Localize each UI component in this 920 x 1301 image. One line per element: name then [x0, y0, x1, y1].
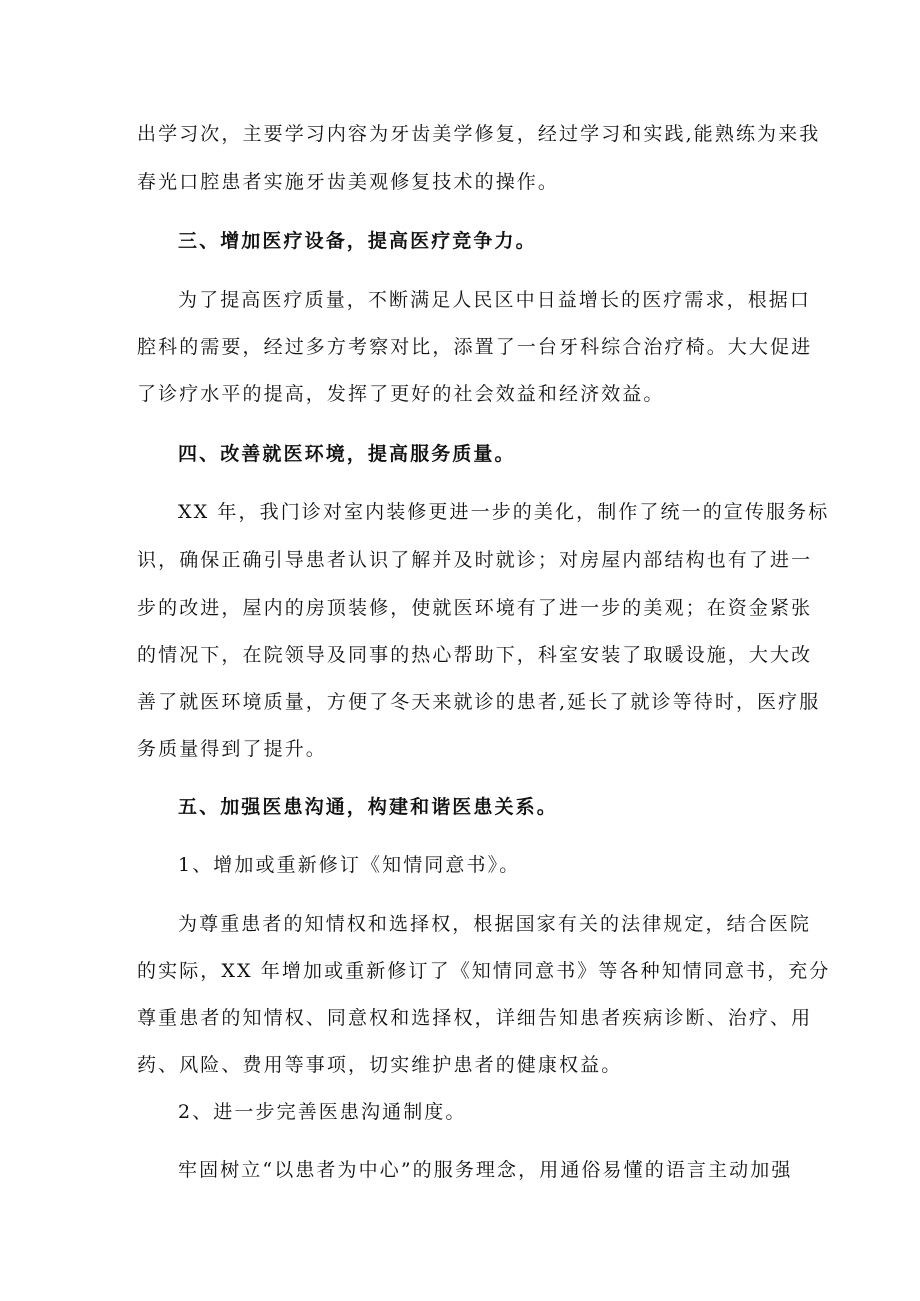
body-text-line: 药、风险、费用等事项，切实维护患者的健康权益。: [137, 1054, 623, 1076]
body-text-line: 识，确保正确引导患者认识了解并及时就诊；对房屋内部结构也有了进一: [137, 549, 813, 571]
section-heading: 四、改善就医环境，提高服务质量。: [178, 443, 516, 465]
body-text-line: 的情况下，在院领导及同事的热心帮助下，科室安装了取暖设施，大大改: [137, 644, 813, 666]
body-text-line: 腔科的需要，经过多方考察对比，添置了一台牙科综合治疗椅。大大促进: [137, 336, 813, 358]
subsection-heading: 1、增加或重新修订《知情同意书》。: [178, 854, 521, 876]
section-heading: 三、增加医疗设备，提高医疗竞争力。: [178, 230, 537, 252]
section-heading: 五、加强医患沟通，构建和谐医患关系。: [178, 796, 558, 818]
subsection-heading: 2、进一步完善医患沟通制度。: [178, 1101, 467, 1123]
body-text-line: 为了提高医疗质量，不断满足人民区中日益增长的医疗需求，根据口: [178, 289, 812, 311]
body-text-line: 春光口腔患者实施牙齿美观修复技术的操作。: [137, 171, 560, 193]
body-text-line: 的实际，XX 年增加或重新修订了《知情同意书》等各种知情同意书，充分: [137, 960, 831, 982]
body-text-line: 务质量得到了提升。: [137, 738, 327, 760]
body-text-line: 尊重患者的知情权、同意权和选择权，详细告知患者疾病诊断、治疗、用: [137, 1007, 813, 1029]
body-text-line: 了诊疗水平的提高，发挥了更好的社会效益和经济效益。: [137, 383, 665, 405]
body-text-line: 出学习次，主要学习内容为牙齿美学修复，经过学习和实践,能熟练为来我: [137, 123, 821, 145]
body-text-line: XX 年，我门诊对室内装修更进一步的美化，制作了统一的宣传服务标: [178, 501, 830, 523]
body-text-line: 为尊重患者的知情权和选择权，根据国家有关的法律规定，结合医院: [178, 913, 812, 935]
body-text-line: 牢固树立“以患者为中心”的服务理念，用通俗易懂的语言主动加强: [178, 1159, 793, 1181]
body-text-line: 步的改进，屋内的房顶装修，使就医环境有了进一步的美观；在资金紧张: [137, 597, 813, 619]
body-text-line: 善了就医环境质量，方便了冬天来就诊的患者,延长了就诊等待时，医疗服: [137, 691, 821, 713]
